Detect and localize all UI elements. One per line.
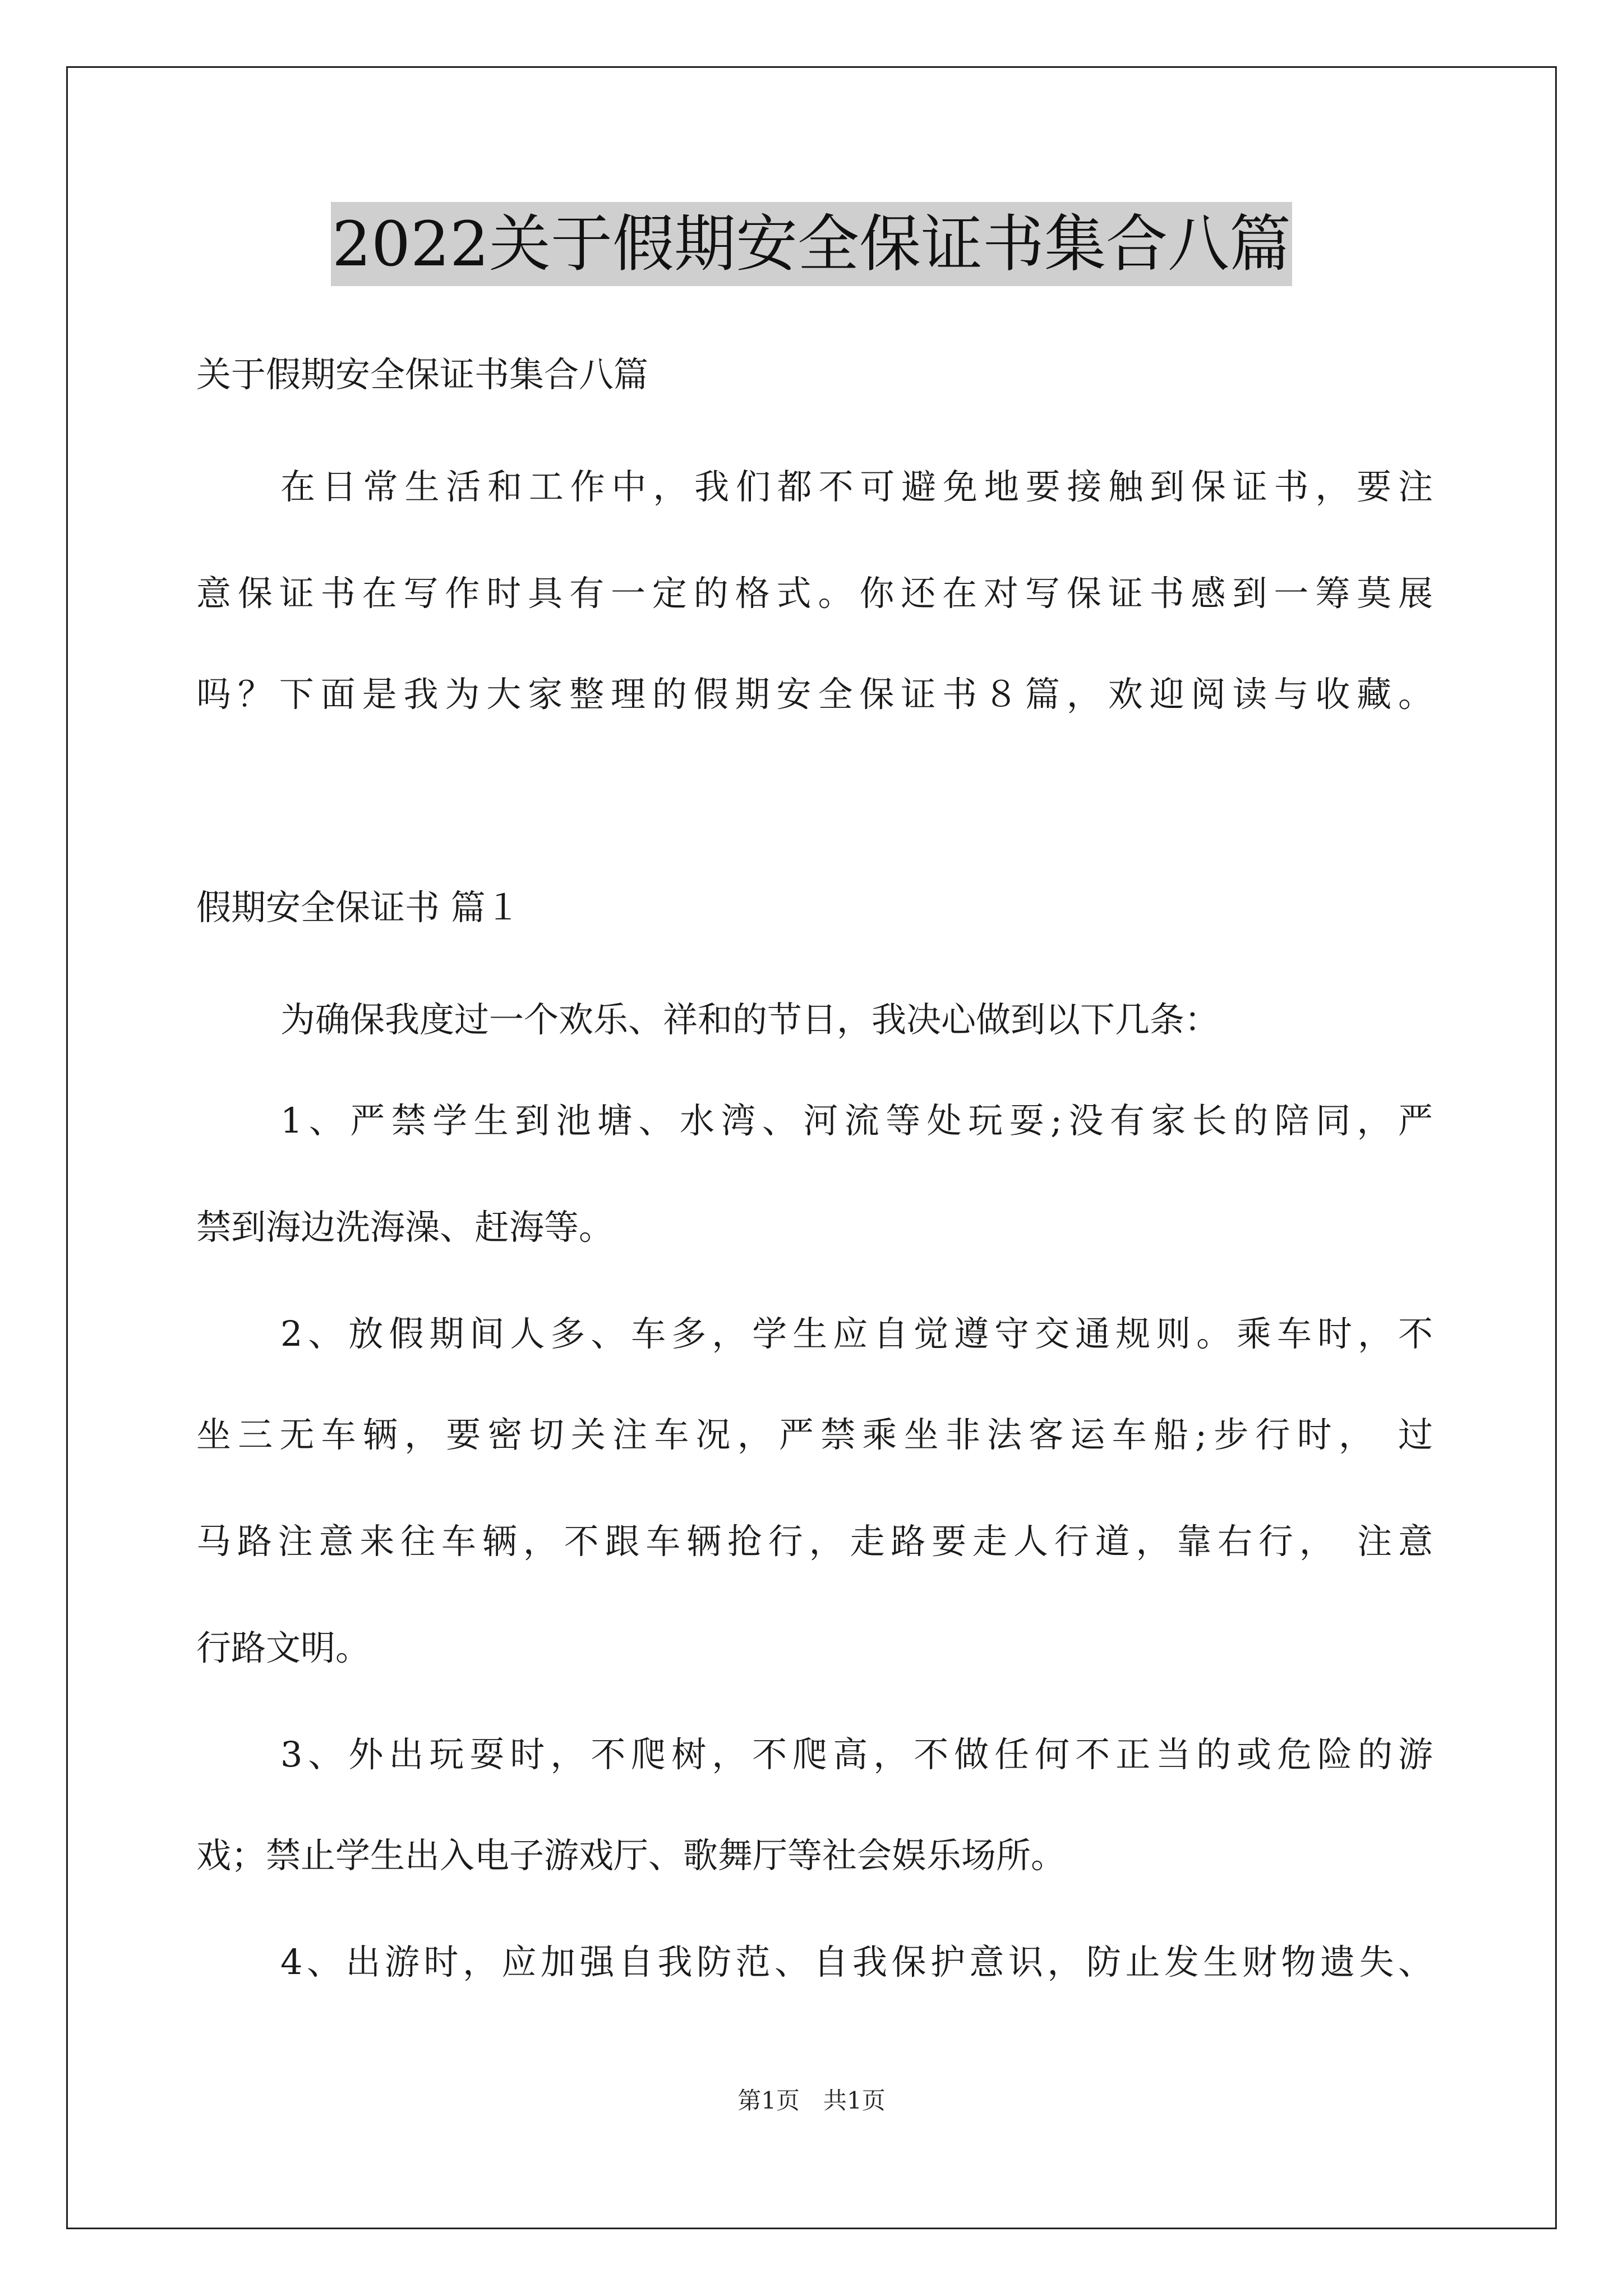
intro-line-2: 意保证书在写作时具有一定的格式。你还在对写保证书感到一筹莫展 bbox=[196, 573, 1433, 614]
body-line-10: 4、出游时，应加强自我防范、自我保护意识，防止发生财物遗失、 bbox=[280, 1941, 1433, 1982]
body-line-8: 3、外出玩耍时，不爬树，不爬高，不做任何不正当的或危险的游 bbox=[280, 1734, 1433, 1775]
intro-line-1: 在日常生活和工作中，我们都不可避免地要接触到保证书，要注 bbox=[280, 466, 1433, 507]
body-line-3: 禁到海边洗海澡、赶海等。 bbox=[196, 1207, 614, 1248]
document-title: 2022关于假期安全保证书集合八篇 bbox=[331, 202, 1292, 286]
document-subtitle: 关于假期安全保证书集合八篇 bbox=[196, 354, 649, 395]
body-line-6: 马路注意来往车辆，不跟车辆抢行，走路要走人行道，靠右行， 注意 bbox=[196, 1521, 1433, 1562]
body-line-1: 为确保我度过一个欢乐、祥和的节日，我决心做到以下几条： bbox=[280, 999, 1220, 1040]
body-line-9: 戏；禁止学生出入电子游戏厅、歌舞厅等社会娱乐场所。 bbox=[196, 1835, 1066, 1876]
intro-line-3: 吗？下面是我为大家整理的假期安全保证书８篇，欢迎阅读与收藏。 bbox=[196, 674, 1433, 715]
body-line-7: 行路文明。 bbox=[196, 1627, 371, 1668]
body-line-5: 坐三无车辆，要密切关注车况，严禁乘坐非法客运车船;步行时， 过 bbox=[196, 1414, 1433, 1455]
page-footer: 第1页 共1页 bbox=[737, 2087, 886, 2114]
body-line-4: 2、放假期间人多、车多，学生应自觉遵守交通规则。乘车时，不 bbox=[280, 1313, 1433, 1354]
body-line-2: 1、严禁学生到池塘、水湾、河流等处玩耍;没有家长的陪同，严 bbox=[280, 1100, 1433, 1141]
section-heading: 假期安全保证书 篇１ bbox=[196, 887, 520, 928]
title-container bbox=[0, 202, 1623, 286]
